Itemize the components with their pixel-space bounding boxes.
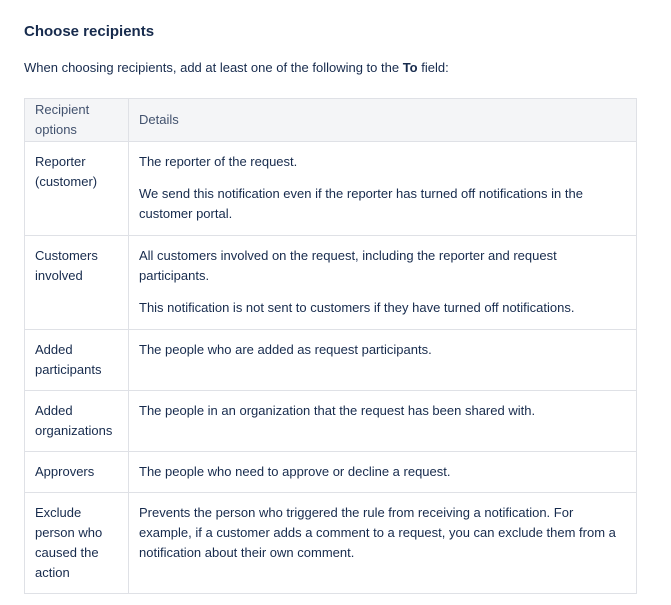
option-cell: Reporter (customer) bbox=[25, 142, 129, 236]
details-cell bbox=[129, 236, 637, 330]
details-cell bbox=[129, 493, 637, 594]
table-row bbox=[25, 452, 637, 493]
details-text: Prevents the person who triggered the rule from receiving a notification. For example, if a customer adds a comment to a request, you can exclude them from a notification about their own comment. bbox=[139, 505, 616, 560]
table-row bbox=[25, 142, 637, 236]
header-details: Details bbox=[129, 99, 637, 142]
details-text: The people who are added as request participants. bbox=[139, 342, 432, 357]
details-cell bbox=[129, 391, 637, 452]
option-cell: Approvers bbox=[25, 452, 129, 493]
table-row bbox=[25, 493, 637, 594]
option-cell: Customers involved bbox=[25, 236, 129, 330]
table-row bbox=[25, 391, 637, 452]
details-text: The reporter of the request. bbox=[139, 154, 298, 169]
intro-text bbox=[24, 58, 449, 78]
details-text: We send this notification even if the reporter has turned off notifications in the customer portal. bbox=[139, 186, 583, 221]
details-text: This notification is not sent to customers if they have turned off notifications. bbox=[139, 300, 575, 315]
details-cell bbox=[129, 330, 637, 391]
table-row bbox=[25, 330, 637, 391]
intro-to-field: To bbox=[402, 60, 418, 75]
option-cell: Added participants bbox=[25, 330, 129, 391]
option-cell: Added organizations bbox=[25, 391, 129, 452]
intro-prefix: When choosing recipients, add at least one of the following to the bbox=[24, 60, 403, 75]
details-text: The people in an organization that the request has been shared with. bbox=[139, 403, 536, 418]
details-cell bbox=[129, 142, 637, 236]
table-header-row bbox=[25, 99, 637, 142]
table-row bbox=[25, 236, 637, 330]
details-text: The people who need to approve or decline a request. bbox=[139, 464, 451, 479]
recipients-table bbox=[24, 98, 637, 594]
header-recipient-options: Recipient options bbox=[25, 99, 129, 142]
details-text: All customers involved on the request, including the reporter and request participants. bbox=[139, 248, 557, 283]
intro-suffix: field: bbox=[417, 60, 449, 75]
details-cell bbox=[129, 452, 637, 493]
option-cell: Exclude person who caused the action bbox=[25, 493, 129, 594]
section-title: Choose recipients bbox=[24, 23, 155, 40]
